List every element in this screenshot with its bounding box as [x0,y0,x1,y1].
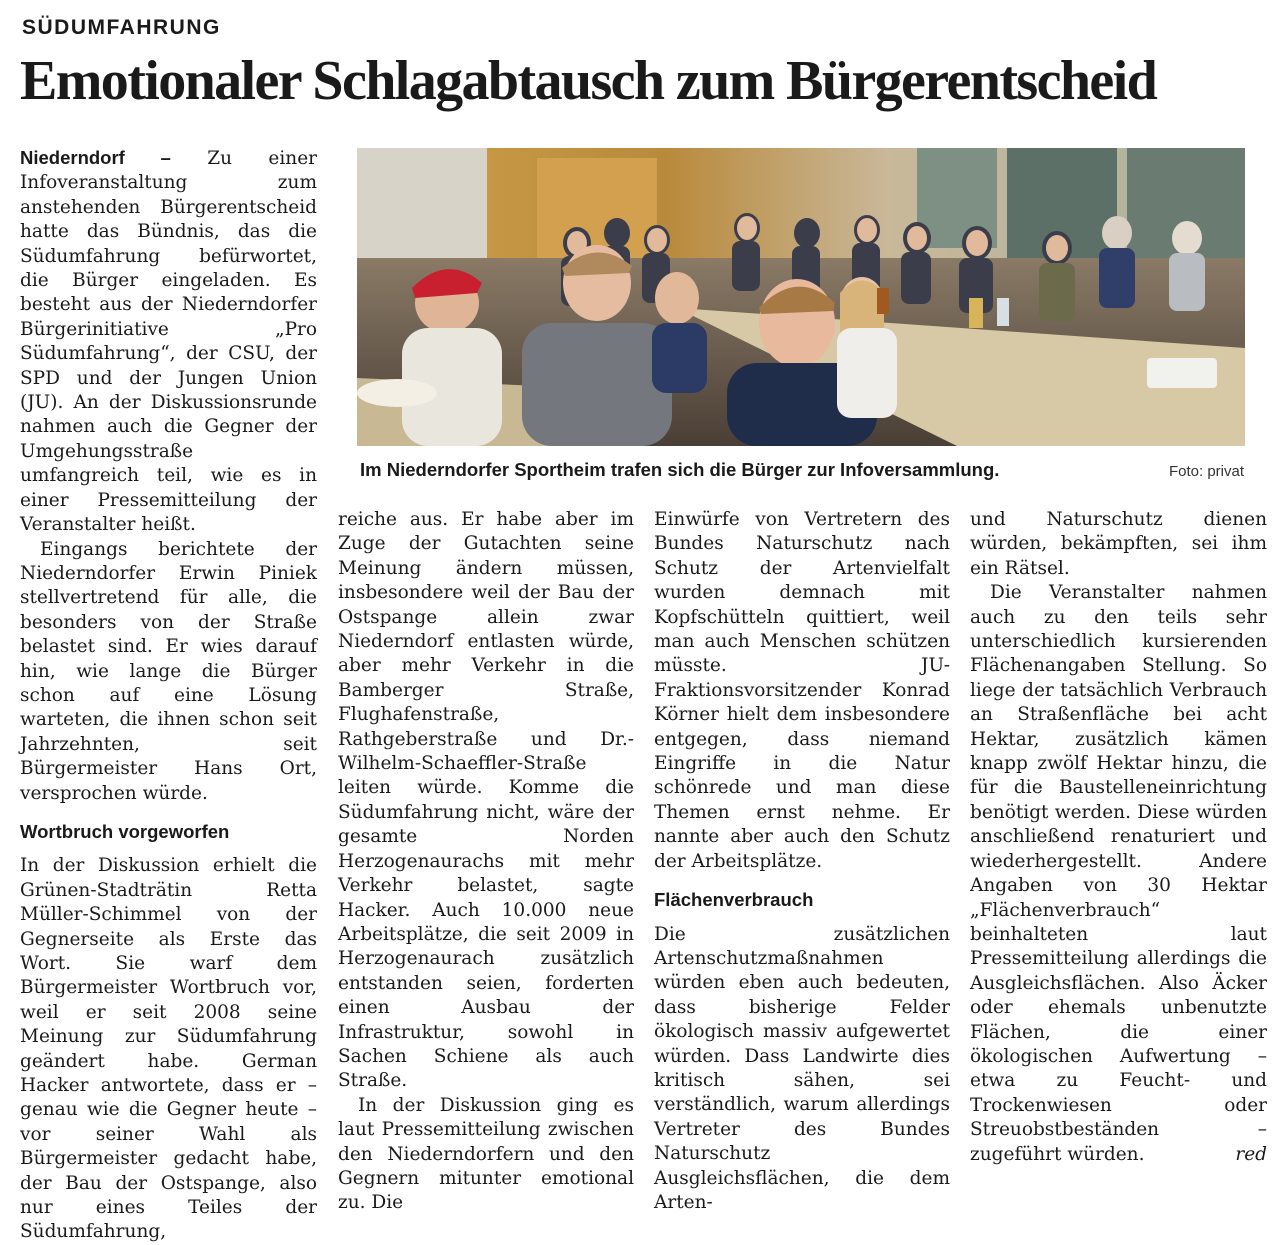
photo-caption: Im Niederndorfer Sportheim trafen sich die Bürger zur Infoversammlung. [360,459,1000,480]
subheading: Wortbruch vorgeworfen [20,820,230,842]
dateline: Niederndorf – [20,147,171,168]
article-column-1 [20,146,317,1245]
article-paragraph [970,581,1267,1167]
article-paragraph: In der Diskussion erhielt die Grünen-Stadträtin Retta Müller-Schimmel von der Gegnerseite als Erste das Wort. Sie warf dem Bürgermeister Wortbruch vor, weil er seit 2008 seine Meinung zur Südumfahrung geändert habe. German Hacker antwortete, dass er – genau wie die Gegner heute – vor seiner Wahl als Bürgermeister gedacht habe, der Bau der Ostspange, also nur eines Teiles der Südumfahrung, [20,855,317,1243]
headline: Emotionaler Schlagabtausch zum Bürgerentscheid [20,50,1157,112]
article-paragraph [20,146,317,538]
event-photo [357,148,1245,446]
paragraph-text: Zu einer Infoveranstaltung zum anstehenden Bürgerentscheid hatte das Bündnis, das die Südumfahrung befürwortet, die Bürger eingeladen. Es besteht aus der Niederndorfer Bürgerinitiative „Pro Südumfahrung“, der CSU, der SPD und der Jungen Union (JU). An der Diskussionsrunde nahmen auch die Gegner der Umgehungsstraße umfangreich teil, wie es in einer Pressemitteilung der Veranstalter heißt. [20,148,317,536]
article-paragraph: In der Diskussion ging es laut Pressemitteilung zwischen den Niederndorfern und den Gegnern mitunter emotional zu. Die [338,1094,634,1214]
paragraph-text: Die Veranstalter nahmen auch zu den teils sehr unterschiedlich kursierenden Flächenangaben Stellung. So liege der tatsächlich Verbrauch an Straßenfläche bei acht Hektar, zusätzlich kämen knapp zwölf Hektar hinzu, die für die Baustelleneinrichtung benötigt werden. Diese würden anschließend renaturiert und wiederhergestellt. Andere Angaben von 30 Hektar „Flächenverbrauch“ beinhalteten laut Pressemitteilung allerdings die Ausgleichsflächen. Also Äcker oder ehemals unbenutzte Flächen, die einer ökologischen Aufwertung – etwa zu Feucht- und Trockenwiesen oder Streuobstbeständen – zugeführt würden. [970,582,1267,1165]
article-paragraph: und Naturschutz dienen würden, bekämpften, sei ihm ein Rätsel. [970,509,1267,579]
article-column-3 [654,508,950,1215]
section-kicker: SÜDUMFAHRUNG [22,16,221,39]
subheading: Flächenverbrauch [654,889,814,911]
article-paragraph: Eingangs berichtete der Niederndorfer Erwin Piniek stellvertretend für alle, die besonders von der Straße belastet sind. Er wies darauf hin, wie lange die Bürger schon auf eine Lösung warteten, die ihnen schon seit Jahrzehnten, seit Bürgermeister Hans Ort, versprochen würde. [20,538,317,804]
article-column-4 [970,508,1267,1167]
article-paragraph: reiche aus. Er habe aber im Zuge der Gutachten seine Meinung ändern müssen, insbesondere weil der Bau der Ostspange allein zwar Niederndorf entlasten würde, aber mehr Verkehr in die Bamberger Straße, Flughafenstraße, Rathgeberstraße und Dr.-Wilhelm-Schaeffler-Straße leiten würde. Komme die Südumfahrung nicht, wäre der gesamte Norden Herzogenaurachs mit mehr Verkehr belastet, sagte Hacker. Auch 10.000 neue Arbeitsplätze, die seit 2009 in Herzogenaurach zusätzlich entstanden seien, forderten einen Ausbau der Infrastruktur, sowohl in Sachen Schiene als auch Straße. [338,509,634,1092]
author-signature: red [1235,1143,1267,1165]
photo-credit: Foto: privat [1168,463,1244,480]
article-paragraph: Einwürfe von Vertretern des Bundes Naturschutz nach Schutz der Artenvielfalt wurden demnach mit Kopfschütteln quittiert, weil man auch Menschen schützen müsste. JU-Fraktionsvorsitzender Konrad Körner hielt dem insbesondere entgegen, dass niemand Eingriffe in die Natur schönrede und man diese Themen ernst nehme. Er nannte aber auch den Schutz der Arbeitsplätze. [654,509,950,872]
article-paragraph: Die zusätzlichen Artenschutzmaßnahmen würden eben auch bedeuten, dass bisherige Felder ökologisch massiv aufgewertet würden. Dass Landwirte dies kritisch sähen, sei verständlich, warum allerdings Vertreter des Bundes Naturschutz Ausgleichsflächen, die dem Arten- [654,923,950,1213]
